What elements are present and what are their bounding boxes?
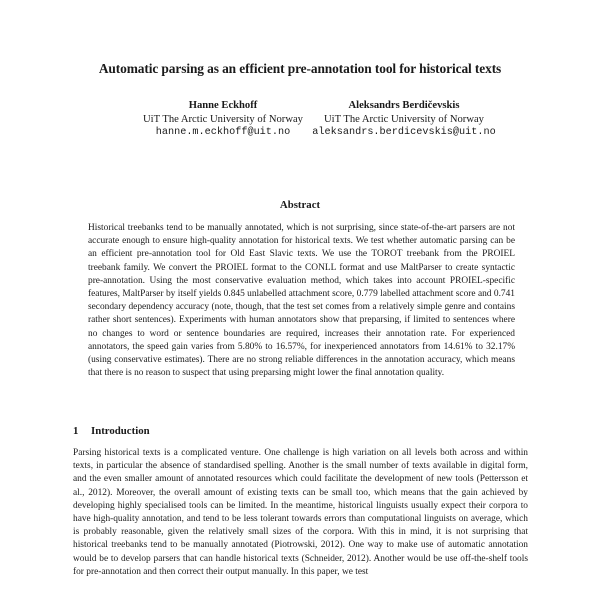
author-email: hanne.m.eckhoff@uit.no [155, 127, 291, 138]
section-title: Introduction [91, 425, 150, 437]
author-email: aleksandrs.berdicevskis@uit.no [312, 127, 496, 138]
author-block-2 [288, 99, 520, 140]
paper-title: Automatic parsing as an efficient pre-annotation tool for historical texts [98, 61, 502, 76]
author-name: Hanne Eckhoff [188, 100, 258, 111]
author-affiliation: UiT The Arctic University of Norway [143, 113, 303, 125]
section-number: 1 [73, 425, 79, 437]
abstract-text: Historical treebanks tend to be manually annotated, which is not surprising, since state-of-the-art parsers are not accurate enough to ensure high-quality annotation for historical texts. We test whether automatic parsing can be an efficient pre-annotation tool for Old East Slavic texts. We use the TOROT treebank from the PROIEL treebank family. We convert the PROIEL format to the CONLL format and use MaltParser to create syntactic pre-annotation. Using the most conservative evaluation method, which takes into account PROIEL-specific features, MaltParser by itself yields 0.845 unlabelled attachment score, 0.779 labelled attachment score and 0.741 secondary dependency accuracy (note, though, that the test set comes from a relatively simple genre and contains rather short sentences). Experiments with human annotators show that preparsing, if limited to sentences where no changes to word or sentence boundaries are required, increases their annotation rate. For experienced annotators, the speed gain varies from 5.80% to 16.57%, for inexperienced annotators from 14.61% to 32.17% (using conservative estimates). There are no strong reliable differences in the annotation accuracy, which means that there is no reason to suspect that using preparsing might lower the final annotation quality. [88, 223, 515, 379]
author-affiliation: UiT The Arctic University of Norway [324, 113, 484, 125]
abstract-heading: Abstract [279, 199, 321, 211]
introduction-text: Parsing historical texts is a complicated venture. One challenge is high variation on all levels both across and within texts, in particular the absence of standardised spelling. Another is the small number of texts available in digital form, and the even smaller amount of annotated resources which could facilitate the development of new tools (Pettersson et al., 2012). Moreover, the overall amount of existing texts can be small too, which means that the gain achieved by developing highly specialised tools can be limited. In the meantime, historical linguists usually expect their corpora to have high-quality annotation, and tend to be less tolerant towards errors than computational linguists on average, which is probably reasonable, given the relatively small sizes of the corpora. With this in mind, it is not surprising that historical treebanks tend to be manually annotated (Piotrowski, 2012). One way to make use of automatic annotation would be to develop parsers that can handle historical texts (Schneider, 2012). Another would be use off-the-shelf tools for pre-annotation and then correct their output manually. In this paper, we test [73, 448, 528, 577]
author-name: Aleksandrs Berdičevskis [348, 100, 460, 111]
section-heading [73, 425, 150, 437]
